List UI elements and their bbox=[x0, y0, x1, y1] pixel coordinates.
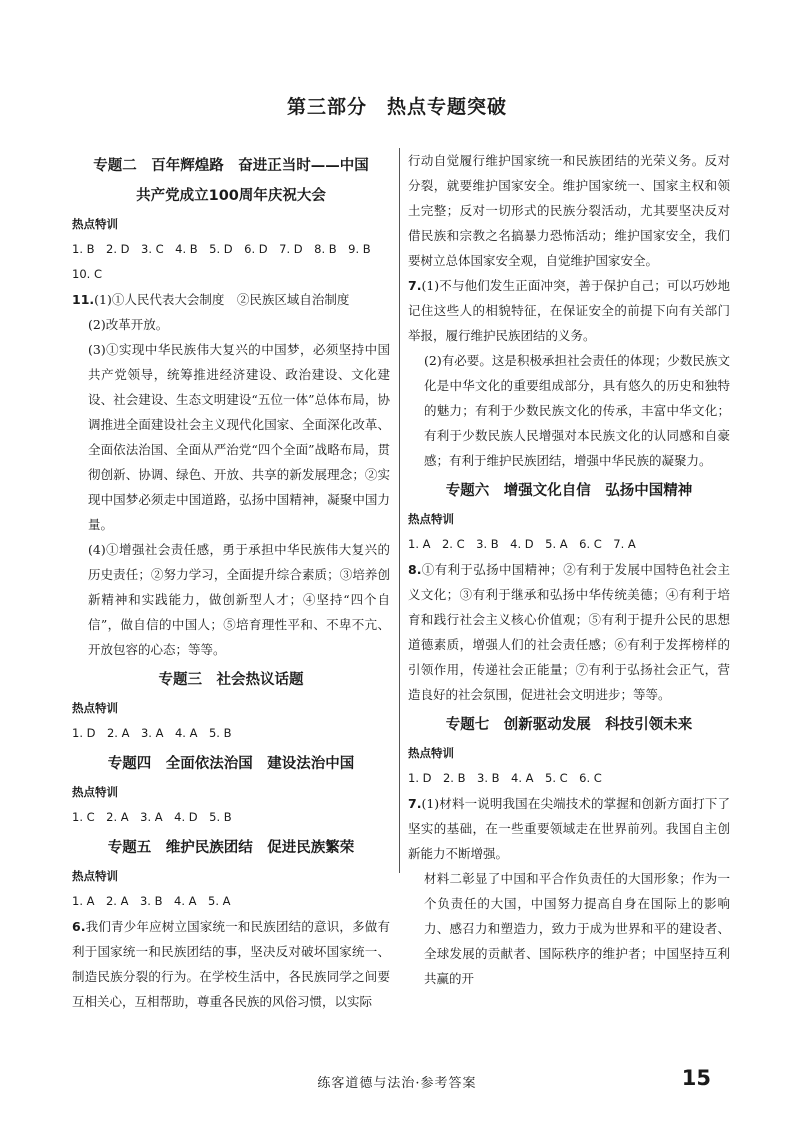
question-11-part4: (4)①增强社会责任感，勇于承担中华民族伟大复兴的历史责任；②努力学习，全面提升综合素质；③培养创新精神和实践能力，做创新型人才；④坚持“四个自信”，做自信的中国人；⑤培育理性平和、不卑不亢、开放包容的心态；等等。 bbox=[88, 542, 390, 657]
page-number: 15 bbox=[681, 1066, 711, 1090]
column-divider bbox=[399, 148, 400, 873]
section-6-answers: 1. A 2. C 3. B 4. D 5. A 6. C 7. A bbox=[408, 537, 636, 551]
section-6-subheading: 热点特训 bbox=[408, 512, 454, 526]
question-7b-part1 bbox=[408, 791, 730, 866]
section-7-subheading: 热点特训 bbox=[408, 746, 454, 760]
section-4-answers: 1. C 2. A 3. A 4. D 5. B bbox=[72, 810, 232, 824]
question-7-number: 7. bbox=[408, 278, 422, 293]
question-11-part3: (3)①实现中华民族伟大复兴的中国梦，必须坚持中国共产党领导，统筹推进经济建设、政治建设、文化建设、社会建设、生态文明建设“五位一体”总体布局，协调推进全面建设社会主义现代化国家、全面深化改革、全面依法治国、全面从严治党“四个全面”战略布局，贯彻创新、协调、绿色、开放、共享的新发展理念；②实现中国梦必须走中国道路，弘扬中国精神，凝聚中国力量。 bbox=[88, 342, 390, 532]
section-3-title: 专题三 社会热议话题 bbox=[158, 672, 304, 688]
question-11-part1 bbox=[72, 287, 390, 312]
section-2-title-line1: 专题二 百年辉煌路 奋进正当时——中国 bbox=[93, 158, 369, 174]
question-7b-number: 7. bbox=[408, 796, 422, 811]
question-11-part1-text: (1)①人民代表大会制度 ②民族区域自治制度 bbox=[94, 292, 350, 307]
question-11-number: 11. bbox=[72, 292, 95, 307]
section-2-title-line2: 共产党成立100周年庆祝大会 bbox=[136, 188, 326, 204]
footer-book-title: 练客道德与法治·参考答案 bbox=[317, 1076, 477, 1091]
section-7-answers: 1. D 2. B 3. B 4. A 5. C 6. C bbox=[408, 771, 602, 785]
question-8-number: 8. bbox=[408, 562, 422, 577]
question-6-text: 我们青少年应树立国家统一和民族团结的意识，多做有利于国家统一和民族团结的事，坚决反对破坏国家统一、制造民族分裂的行为。在学校生活中，各民族同学之间要互相关心，互相帮助，尊重各民族的风俗习惯，以实际 bbox=[72, 919, 390, 1009]
question-7b-part1-text: (1)材料一说明我国在尖端技术的掌握和创新方面打下了坚实的基础，在一些重要领域走在世界前列。我国自主创新能力不断增强。 bbox=[408, 796, 730, 861]
section-3-subheading: 热点特训 bbox=[72, 701, 118, 715]
section-4-subheading: 热点特训 bbox=[72, 785, 118, 799]
question-7-part2: (2)有必要。这是积极承担社会责任的体现；少数民族文化是中华文化的重要组成部分，具有悠久的历史和独特的魅力；有利于少数民族文化的传承，丰富中华文化；有利于少数民族人民增强对本民族文化的认同感和自豪感；有利于维护民族团结，增强中华民族的凝聚力。 bbox=[424, 353, 730, 468]
section-2-subheading: 热点特训 bbox=[72, 217, 118, 231]
section-5-subheading: 热点特训 bbox=[72, 869, 118, 883]
page-title: 第三部分 热点专题突破 bbox=[286, 96, 507, 118]
section-2-answers-line2: 10. C bbox=[72, 267, 102, 281]
question-7-part1 bbox=[408, 273, 730, 348]
question-7-part1-text: (1)不与他们发生正面冲突，善于保护自己；可以巧妙地记住这些人的相貌特征，在保证安全的前提下向有关部门举报，履行维护民族团结的义务。 bbox=[408, 278, 730, 343]
question-8 bbox=[408, 557, 730, 707]
section-2-answers-line1: 1. B 2. D 3. C 4. B 5. D 6. D 7. D 8. B 9. B bbox=[72, 242, 371, 256]
left-column bbox=[72, 148, 390, 1014]
section-7-title: 专题七 创新驱动发展 科技引领未来 bbox=[445, 717, 693, 733]
question-6-number: 6. bbox=[72, 919, 86, 934]
section-5-answers: 1. A 2. A 3. B 4. A 5. A bbox=[72, 894, 231, 908]
section-3-answers: 1. D 2. A 3. A 4. A 5. B bbox=[72, 726, 232, 740]
section-6-title: 专题六 增强文化自信 弘扬中国精神 bbox=[445, 483, 693, 499]
question-6-continued: 行动自觉履行维护国家统一和民族团结的光荣义务。反对分裂，就要维护国家安全。维护国家统一、国家主权和领土完整；反对一切形式的民族分裂活动，尤其要坚决反对借民族和宗教之名搞暴力恐怖活动；维护国家安全，我们要树立总体国家安全观，自觉维护国家安全。 bbox=[408, 153, 730, 268]
section-5-title: 专题五 维护民族团结 促进民族繁荣 bbox=[107, 840, 355, 856]
question-6 bbox=[72, 914, 390, 1014]
question-8-text: ①有利于弘扬中国精神；②有利于发展中国特色社会主义文化；③有利于继承和弘扬中华传统美德；④有利于培育和践行社会主义核心价值观；⑤有利于提升公民的思想道德素质，增强人们的社会责任感；⑥有利于发挥榜样的引领作用，传递社会正能量；⑦有利于弘扬社会正气，营造良好的社会氛围，促进社会文明进步；等等。 bbox=[408, 562, 730, 702]
question-7b-part2: 材料二彰显了中国和平合作负责任的大国形象；作为一个负责任的大国，中国努力提高自身在国际上的影响力、感召力和塑造力，致力于成为世界和平的建设者、全球发展的贡献者、国际秩序的维护者；中国坚持互利共赢的开 bbox=[424, 871, 730, 986]
section-4-title: 专题四 全面依法治国 建设法治中国 bbox=[107, 756, 355, 772]
question-11-part2: (2)改革开放。 bbox=[88, 317, 169, 332]
right-column bbox=[408, 148, 730, 991]
